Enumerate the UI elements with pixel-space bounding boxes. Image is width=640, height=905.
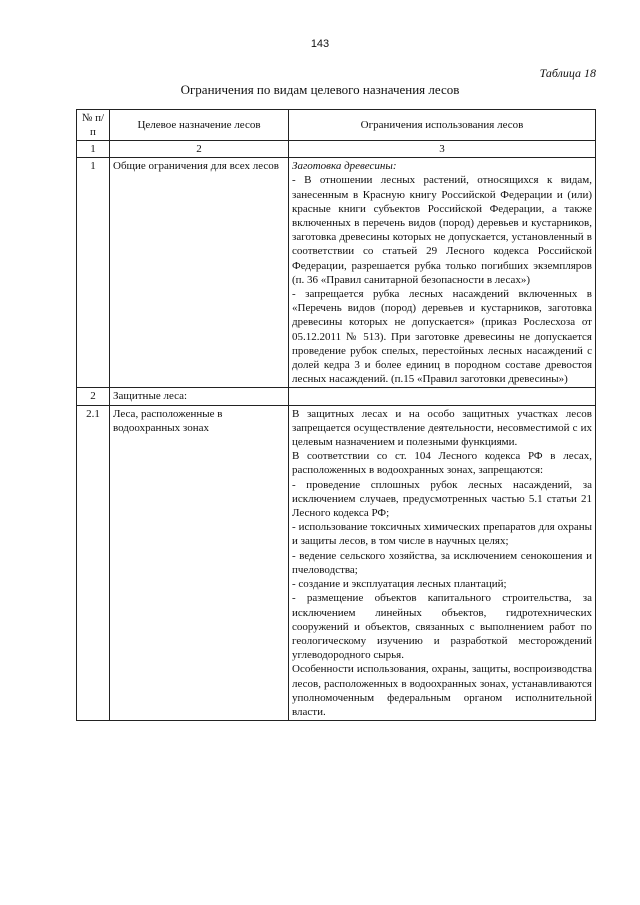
- table-row: [77, 388, 596, 405]
- restriction-heading: Заготовка древесины:: [292, 160, 397, 173]
- row-number: 2.1: [77, 405, 110, 720]
- row-number: 1: [77, 158, 110, 388]
- restriction-paragraph: В соответствии со ст. 104 Лесного кодекса РФ в лесах, расположенных в водоохранных зонах, запрещаются:: [292, 450, 592, 477]
- column-number: 1: [77, 141, 110, 158]
- table-row: [77, 158, 596, 388]
- restrictions-table: [76, 109, 596, 721]
- restriction-paragraph: - проведение сплошных рубок лесных насаждений, за исключением случаев, предусмотренных частью 5.1 статьи 21 Лесного кодекса РФ;: [292, 478, 592, 520]
- row-purpose: Общие ограничения для всех лесов: [110, 158, 289, 388]
- column-number-row: [77, 141, 596, 158]
- row-restrictions: [289, 405, 596, 720]
- restriction-paragraph: - создание и эксплуатация лесных плантаций;: [292, 578, 507, 591]
- row-restrictions: [289, 158, 596, 388]
- restriction-paragraph: - использование токсичных химических препаратов для охраны и защиты лесов, в том числе в научных целях;: [292, 521, 592, 548]
- column-number: 3: [289, 141, 596, 158]
- restriction-paragraph: В защитных лесах и на особо защитных участках лесов запрещается осуществление деятельности, несовместимой с их целевым назначением и полезными функциями.: [292, 407, 592, 449]
- row-purpose: Леса, расположенные в водоохранных зонах: [110, 405, 289, 720]
- table-row: [77, 405, 596, 720]
- restriction-paragraph: Особенности использования, охраны, защиты, воспроизводства лесов, расположенных в водоохранных зонах, устанавливаются уполномоченным федеральным органом исполнительной власти.: [292, 663, 592, 718]
- header-restrictions: Ограничения использования лесов: [289, 110, 596, 141]
- restriction-paragraph: - В отношении лесных растений, относящихся к видам, занесенным в Красную книгу Российской Федерации и (или) красные книги субъектов Российской Федерации, а также включенных в перечень видов (пород) деревьев и кустарников, заготовка древесины которых не допускается, установленный в соответствии со статьей 29 Лесного кодекса Российской Федерации, разрешается рубка только погибших экземпляров (п. 36 «Правил санитарной безопасности в лесах»): [292, 174, 592, 286]
- table-header-row: [77, 110, 596, 141]
- restriction-paragraph: - ведение сельского хозяйства, за исключением сенокошения и пчеловодства;: [292, 549, 592, 576]
- page-title: Ограничения по видам целевого назначения лесов: [180, 82, 460, 97]
- header-number: № п/п: [77, 110, 110, 141]
- row-purpose: Защитные леса:: [110, 388, 289, 405]
- restriction-paragraph: - запрещается рубка лесных насаждений включенных в «Перечень видов (пород) деревьев и кустарников, заготовка древесины которых не допускается» (приказ Рослесхоза от 05.12.2011 № 513). При заготовке древесины не допускается проведение рубок спелых, перестойных лесных насаждений с долей кедра 3 и более единиц в породном составе древостоя лесных насаждений. (п.15 «Правил заготовки древесины»): [292, 288, 592, 386]
- page-number: 143: [310, 38, 330, 50]
- row-restrictions: [289, 388, 596, 405]
- table-label: Таблица 18: [539, 66, 596, 80]
- restriction-paragraph: - размещение объектов капитального строительства, за исключением линейных объектов, гидротехнических сооружений и объектов, связанных с выполнением работ по геологическому изучению и разработкой месторождений углеводородного сырья.: [292, 592, 592, 662]
- header-purpose: Целевое назначение лесов: [110, 110, 289, 141]
- column-number: 2: [110, 141, 289, 158]
- row-number: 2: [77, 388, 110, 405]
